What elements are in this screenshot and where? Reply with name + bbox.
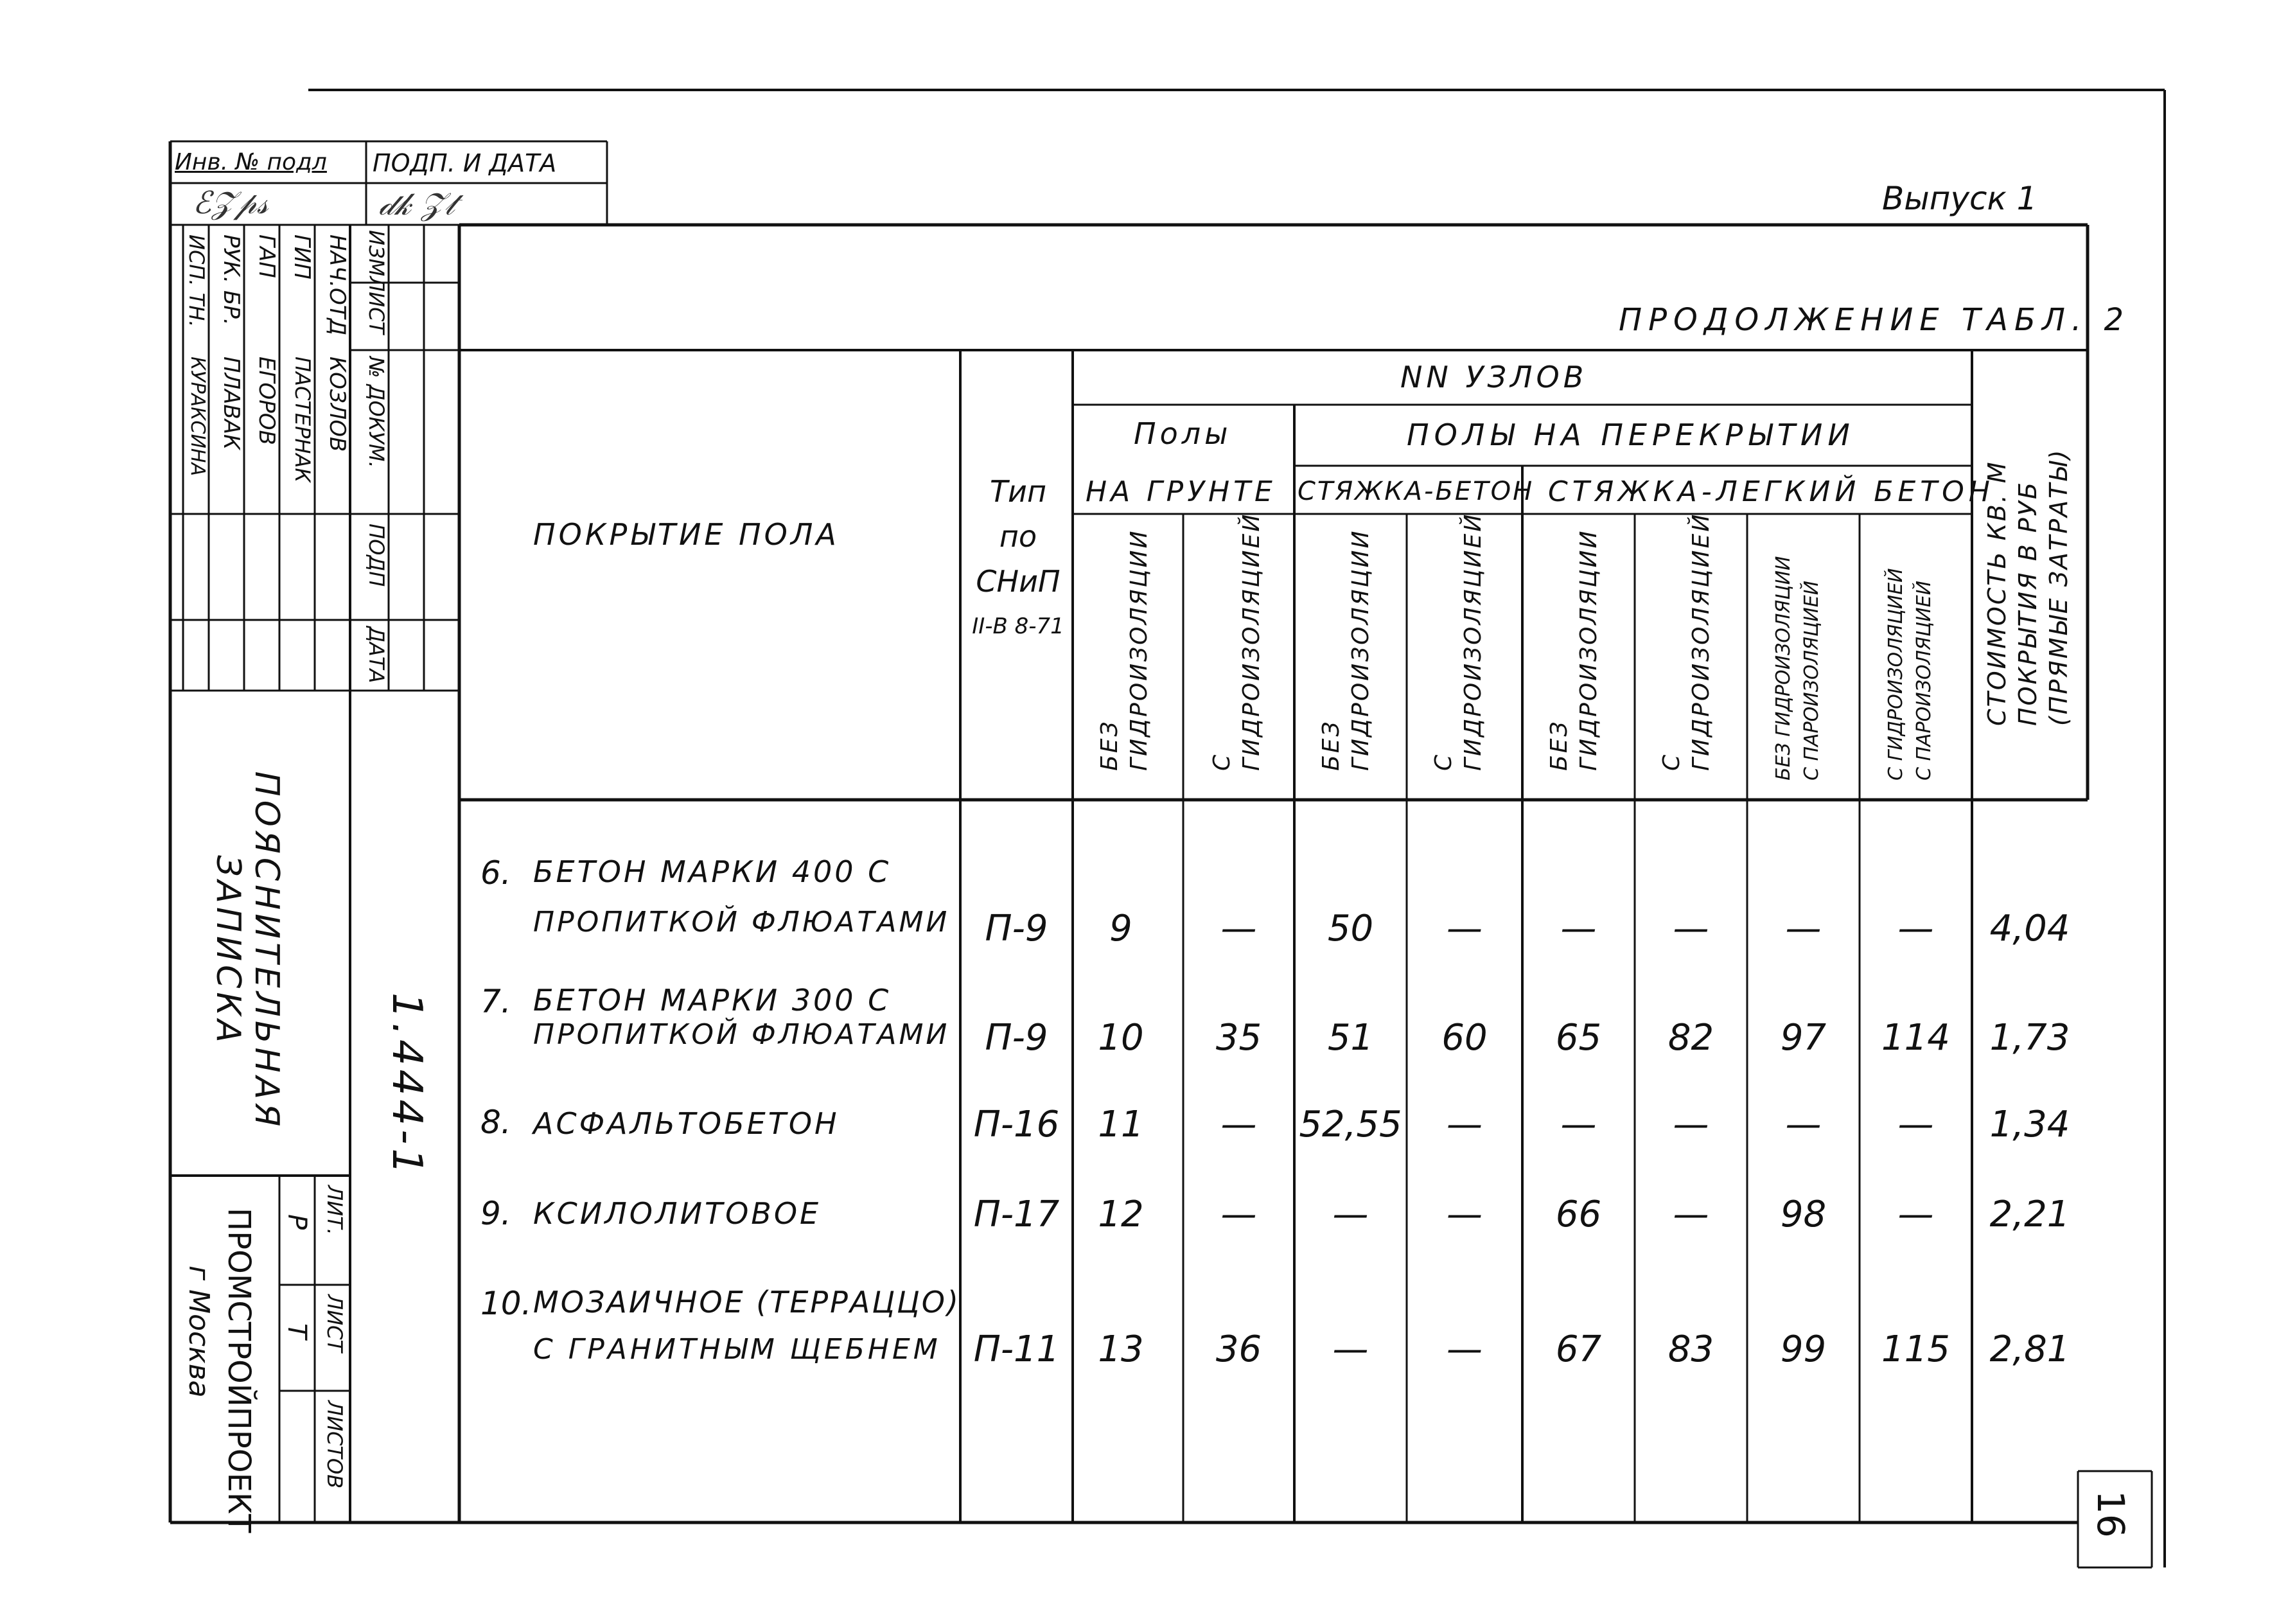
date-signature: 𝒹𝓀 𝒵𝓉 — [379, 186, 455, 222]
row-cost: 2,21 — [1989, 1193, 2070, 1235]
node-value: — — [1447, 1103, 1483, 1145]
node-value: — — [1447, 1328, 1483, 1370]
row-cost: 2,81 — [1989, 1328, 2070, 1370]
node-value: 99 — [1780, 1328, 1827, 1370]
sub-col-header — [1770, 556, 1826, 781]
sub-col-line: С ПАРОИЗОЛЯЦИЕЙ — [1800, 580, 1823, 781]
cost-line: (ПРЯМЫЕ ЗАТРАТЫ) — [2045, 448, 2073, 726]
lit-value: Р — [282, 1214, 312, 1230]
row-cost: 1,34 — [1989, 1103, 2070, 1145]
col-label-izm: ИЗМЛИСТ — [364, 230, 389, 334]
page-number: 16 — [2089, 1490, 2133, 1538]
node-value: — — [1673, 1103, 1709, 1145]
row-name-line: С ГРАНИТНЫМ ЩЕБНЕМ — [533, 1333, 941, 1366]
row-name-line: ПРОПИТКОЙ ФЛЮАТАМИ — [533, 1018, 950, 1051]
sub-col-header — [1882, 568, 1939, 781]
sub-col-line: БЕЗ ГИДРОИЗОЛЯЦИИ — [1772, 556, 1795, 781]
col-header-cost — [1982, 448, 2074, 726]
node-value: — — [1220, 1103, 1257, 1145]
node-value: 114 — [1881, 1016, 1950, 1059]
row-name-line: МОЗАИЧНОЕ (ТЕРРАЦЦО) — [533, 1285, 960, 1320]
sheets-label: ЛИСТОВ — [322, 1400, 347, 1489]
node-value: — — [1332, 1328, 1369, 1370]
row-type: П-16 — [973, 1103, 1060, 1145]
row-name-line: КСИЛОЛИТОВОЕ — [533, 1196, 822, 1231]
sub-col-line: ГИДРОИЗОЛЯЦИЕЙ — [1460, 512, 1486, 771]
col-header-coating: ПОКРЫТИЕ ПОЛА — [533, 517, 840, 552]
node-value: — — [1897, 907, 1934, 949]
sub-col-line: С ПАРОИЗОЛЯЦИЕЙ — [1913, 580, 1935, 781]
name-label: ПЛАВАК — [218, 357, 244, 450]
sub-col-line: С — [1209, 752, 1235, 771]
row-type: П-9 — [985, 907, 1048, 949]
screed-light-header: СТЯЖКА-ЛЕГКИЙ БЕТОН — [1548, 475, 1994, 508]
floors-overlap-header: ПОЛЫ НА ПЕРЕКРЫТИИ — [1407, 418, 1855, 452]
node-value: — — [1220, 907, 1257, 949]
sub-col-line: ГИДРОИЗОЛЯЦИИ — [1576, 529, 1602, 771]
node-value: — — [1220, 1193, 1257, 1235]
sub-col-line: БЕЗ — [1318, 719, 1344, 771]
sub-col-line: С — [1430, 752, 1457, 771]
sub-col-header — [1657, 513, 1716, 771]
continuation-label: ПРОДОЛЖЕНИЕ ТАБЛ. 2 — [1619, 302, 2131, 338]
sub-col-header — [1095, 529, 1154, 771]
node-value: 11 — [1098, 1103, 1144, 1145]
row-name-line: ПРОПИТКОЙ ФЛЮАТАМИ — [533, 906, 950, 939]
role-label: РУК. БР. — [218, 234, 244, 326]
node-value: — — [1785, 1103, 1822, 1145]
node-value: 51 — [1327, 1016, 1374, 1059]
sub-col-line: БЕЗ — [1546, 719, 1572, 771]
organization-name: ПРОМСТРОЙПРОЕКТ — [221, 1208, 257, 1533]
node-value: — — [1785, 907, 1822, 949]
sub-col-line: ГИДРОИЗОЛЯЦИЕЙ — [1238, 512, 1265, 771]
row-name-line: БЕТОН МАРКИ 400 С — [533, 854, 892, 889]
row-name-line: БЕТОН МАРКИ 300 С — [533, 983, 892, 1018]
nodes-header: NN УЗЛОВ — [1400, 360, 1588, 394]
row-name-line: АСФАЛЬТОБЕТОН — [533, 1106, 840, 1141]
name-label: КУРАКСИНА — [186, 357, 209, 476]
role-label: ИСП. ТН. — [184, 234, 209, 328]
document-title — [209, 771, 286, 1131]
node-value: — — [1673, 1193, 1709, 1235]
type-line: по — [999, 519, 1037, 554]
node-value: — — [1897, 1103, 1934, 1145]
name-label: КОЗЛОВ — [324, 357, 350, 452]
sub-col-header — [1429, 513, 1488, 771]
sheet-value: Т — [282, 1323, 312, 1339]
node-value: 115 — [1881, 1328, 1950, 1370]
role-label: ГИП — [289, 234, 315, 279]
sheet-label: ЛИСТ — [322, 1294, 347, 1352]
col-label-doc: № ДОКУМ. — [364, 357, 389, 468]
floors-ground-line2: НА ГРУНТЕ — [1086, 475, 1276, 508]
node-value: 83 — [1667, 1328, 1714, 1370]
sub-col-header — [1545, 529, 1604, 771]
node-value: — — [1447, 1193, 1483, 1235]
cost-line: СТОИМОСТЬ КВ. М — [1983, 460, 2011, 726]
sub-col-line: ГИДРОИЗОЛЯЦИИ — [1348, 529, 1374, 771]
node-value: — — [1560, 907, 1597, 949]
screed-concrete-header: СТЯЖКА-БЕТОН — [1298, 477, 1535, 506]
node-value: — — [1447, 907, 1483, 949]
node-value: 66 — [1555, 1193, 1602, 1235]
name-label: ЕГОРОВ — [254, 357, 279, 445]
node-value: 52,55 — [1299, 1103, 1402, 1145]
node-value: — — [1897, 1193, 1934, 1235]
type-line: Тип — [989, 474, 1047, 509]
inventory-signature: ℰ𝒵𝓅𝓈 — [193, 185, 268, 221]
node-value: — — [1673, 907, 1709, 949]
sub-col-line: С — [1659, 752, 1685, 771]
node-value: 36 — [1215, 1328, 1262, 1370]
issue-label: Выпуск 1 — [1882, 180, 2037, 217]
node-value: 13 — [1098, 1328, 1144, 1370]
role-label: ГАП — [254, 234, 279, 278]
node-value: 10 — [1098, 1016, 1144, 1059]
floors-ground-line1: Полы — [1134, 416, 1232, 451]
col-label-date: ДАТА — [364, 626, 389, 684]
row-cost: 1,73 — [1989, 1016, 2070, 1059]
node-value: 50 — [1327, 907, 1374, 949]
row-type: П-17 — [973, 1193, 1060, 1235]
node-value: 97 — [1780, 1016, 1827, 1059]
row-number: 6. — [480, 854, 511, 892]
row-number: 8. — [480, 1104, 511, 1141]
name-label: ПАСТЕРНАК — [290, 357, 315, 483]
node-value: 98 — [1780, 1193, 1827, 1235]
lit-label: ЛИТ. — [322, 1185, 347, 1235]
type-line: II-В 8-71 — [972, 613, 1064, 639]
sub-col-header — [1317, 529, 1376, 771]
cost-line: ПОКРЫТИЯ В РУБ — [2014, 481, 2042, 726]
sub-col-line: БЕЗ — [1096, 719, 1123, 771]
row-type: П-9 — [985, 1016, 1048, 1059]
row-number: 7. — [480, 983, 511, 1020]
document-title-text: ПОЯСНИТЕЛЬНАЯ ЗАПИСКА — [209, 771, 286, 1131]
col-header-type — [964, 469, 1073, 649]
sub-col-line: ГИДРОИЗОЛЯЦИИ — [1126, 529, 1152, 771]
inventory-number-label: Инв. № подл — [175, 149, 327, 175]
sub-col-line: ГИДРОИЗОЛЯЦИЕЙ — [1688, 512, 1714, 771]
node-value: — — [1560, 1103, 1597, 1145]
sub-col-header — [1208, 513, 1267, 771]
node-value: 65 — [1555, 1016, 1602, 1059]
sign-date-label: ПОДП. И ДАТА — [373, 149, 557, 177]
node-value: 60 — [1441, 1016, 1488, 1059]
organization-city: г Москва — [182, 1266, 215, 1398]
node-value: 82 — [1667, 1016, 1714, 1059]
role-label: НАЧ.ОТД — [324, 234, 350, 336]
node-value: 9 — [1109, 907, 1132, 949]
row-number: 9. — [480, 1195, 511, 1232]
sub-col-line: С ГИДРОИЗОЛЯЦИЕЙ — [1885, 568, 1907, 781]
col-label-sign: ПОДП — [364, 524, 389, 587]
node-value: 35 — [1215, 1016, 1262, 1059]
node-value: — — [1332, 1193, 1369, 1235]
type-line: СНиП — [976, 564, 1060, 599]
row-cost: 4,04 — [1989, 907, 2070, 949]
row-number: 10. — [480, 1285, 532, 1322]
document-code: 1.444-1 — [383, 993, 430, 1179]
node-value: 12 — [1098, 1193, 1144, 1235]
row-type: П-11 — [973, 1328, 1060, 1370]
node-value: 67 — [1555, 1328, 1602, 1370]
